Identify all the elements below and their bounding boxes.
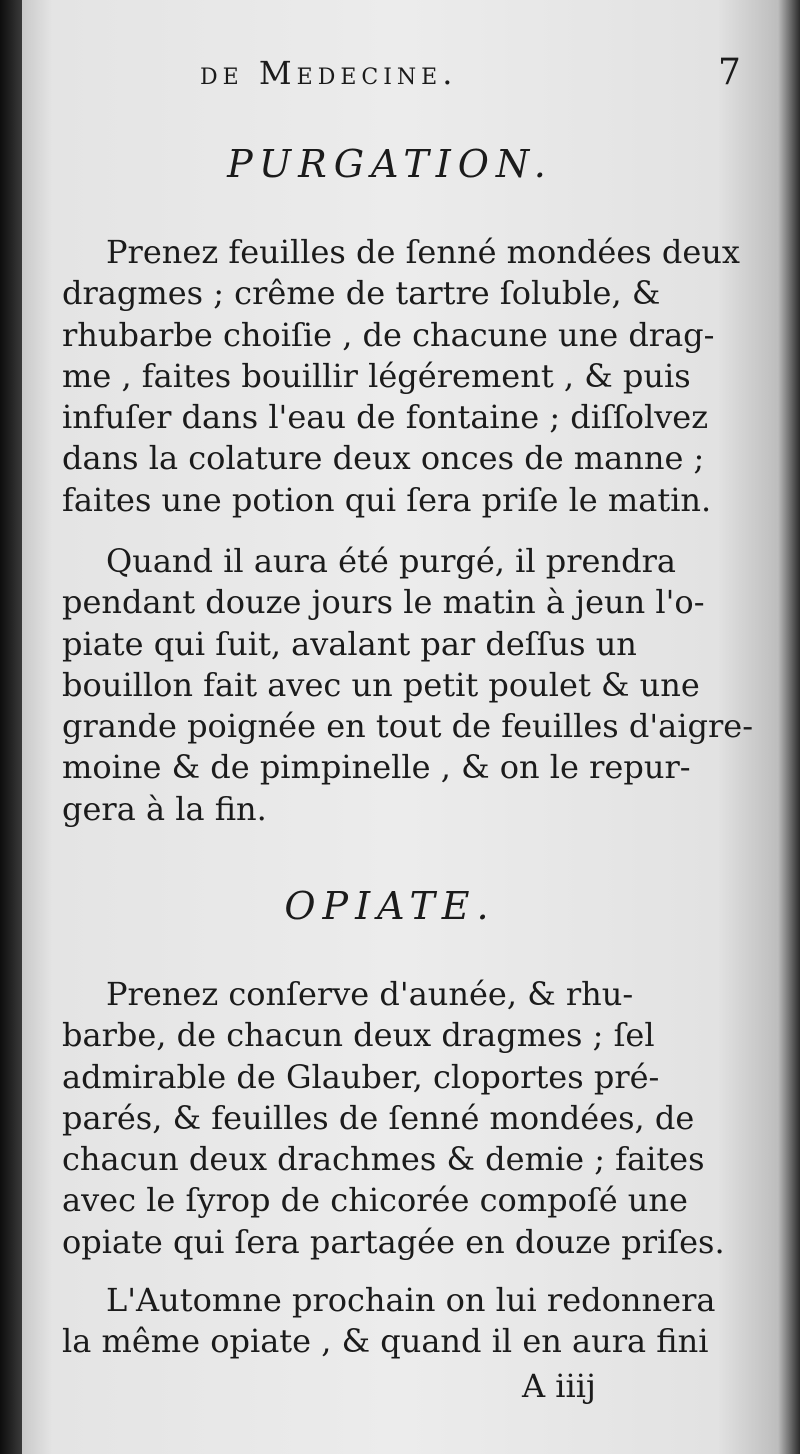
section-title-purgation: PURGATION. bbox=[227, 142, 553, 186]
text-line: L'Automne prochain on lui redonnera bbox=[106, 1281, 716, 1319]
signature-mark: A iiij bbox=[522, 1367, 596, 1405]
page-edge-shadow bbox=[778, 0, 800, 1454]
text-line: grande poignée en tout de feuilles d'aigre- bbox=[62, 707, 754, 746]
text-line: rhubarbe choiſie , de chacune une drag- bbox=[62, 315, 715, 354]
text-line: Prenez feuilles de ſenné mondées deux bbox=[106, 233, 740, 271]
text-line: moine & de pimpinelle , & on le repur- bbox=[62, 748, 691, 787]
text-line: chacun deux drachmes & demie ; faites bbox=[62, 1140, 705, 1179]
text-line: piate qui ſuit, avalant par deſſus un bbox=[62, 624, 637, 663]
text-line: Prenez conſerve d'aunée, & rhu- bbox=[106, 975, 634, 1013]
page-number: 7 bbox=[718, 52, 741, 93]
paragraph bbox=[62, 541, 754, 830]
section-title-opiate: OPIATE. bbox=[284, 884, 496, 928]
text-line: pendant douze jours le matin à jeun l'o- bbox=[62, 583, 705, 622]
binding-shadow bbox=[0, 0, 22, 1454]
text-line: parés, & feuilles de ſenné mondées, de bbox=[62, 1098, 695, 1137]
text-line: bouillon fait avec un petit poulet & une bbox=[62, 665, 700, 704]
text-line: opiate qui ſera partagée en douze priſes. bbox=[62, 1222, 725, 1261]
text-line: avec le ſyrop de chicorée compoſé une bbox=[62, 1181, 688, 1220]
text-line: la même opiate , & quand il en aura fini bbox=[62, 1322, 709, 1361]
text-line: admirable de Glauber, cloportes pré- bbox=[62, 1057, 660, 1096]
paragraph bbox=[62, 232, 740, 521]
text-line: faites une potion qui ſera priſe le matin. bbox=[62, 480, 712, 519]
text-line: gera à la fin. bbox=[62, 789, 267, 828]
text-line: dans la colature deux onces de manne ; bbox=[62, 439, 705, 478]
paragraph bbox=[62, 974, 732, 1263]
text-line: dragmes ; crême de tartre ſoluble, & bbox=[62, 274, 661, 313]
text-line: Quand il aura été purgé, il prendra bbox=[106, 542, 676, 580]
text-line: barbe, de chacun deux dragmes ; ſel bbox=[62, 1016, 655, 1055]
text-line: infuſer dans l'eau de fontaine ; diſſolvez bbox=[62, 398, 709, 437]
text-line: me , faites bouillir légérement , & puis bbox=[62, 356, 691, 395]
paragraph bbox=[62, 1280, 732, 1363]
running-head: de Medecine. bbox=[200, 54, 458, 92]
